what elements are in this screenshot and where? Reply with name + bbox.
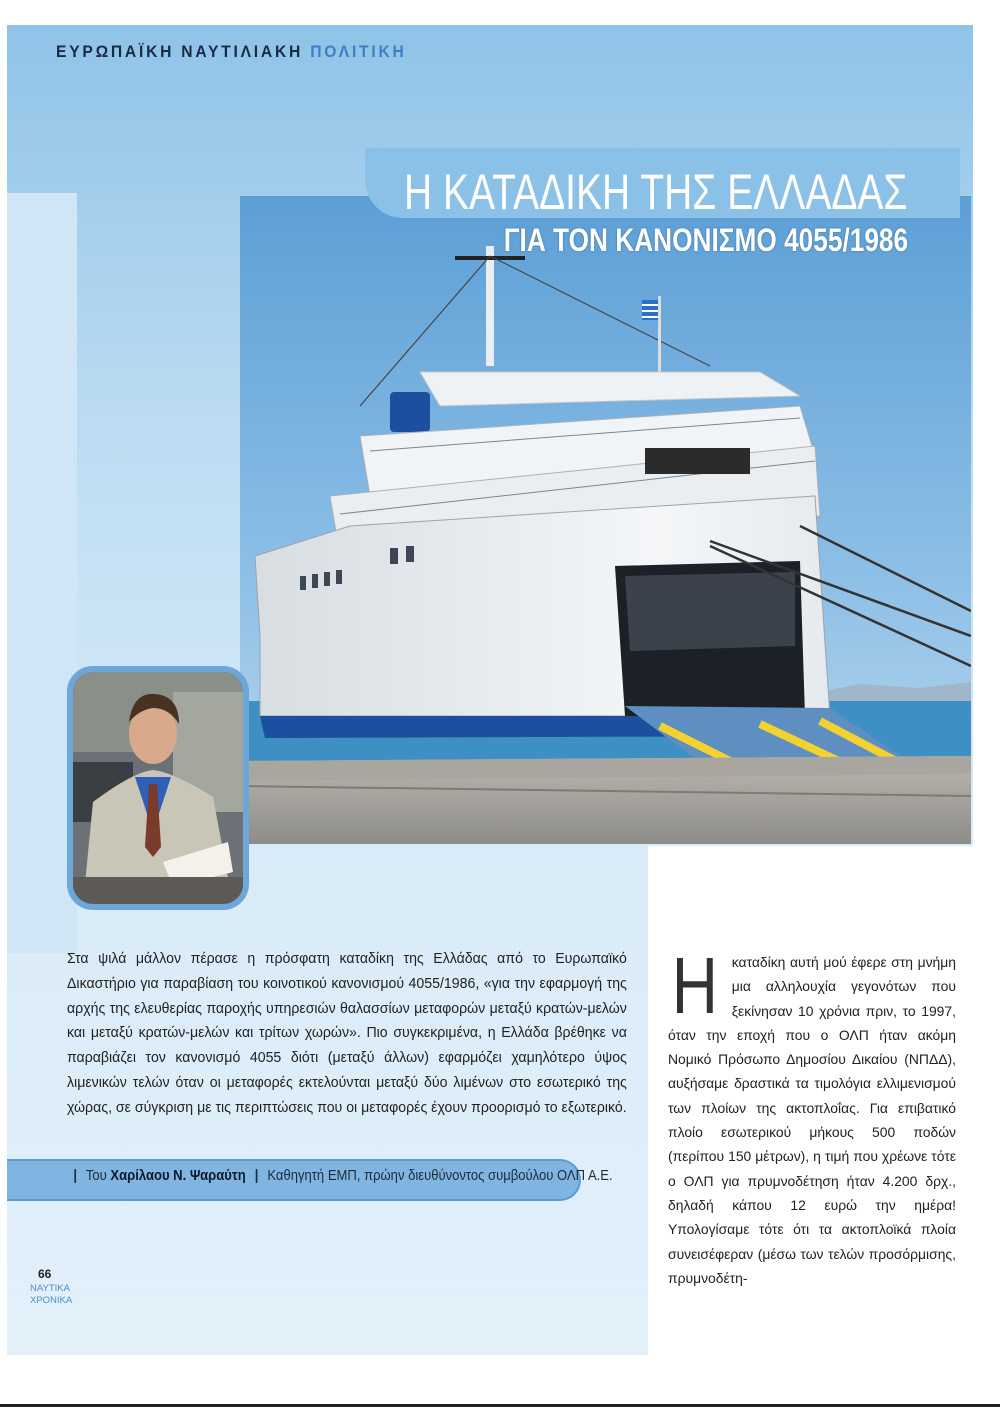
byline-role: Καθηγητή ΕΜΠ, πρώην διευθύνοντος συμβούλου ΟΛΠ Α.Ε. — [267, 1168, 613, 1184]
drop-cap: Η — [671, 941, 719, 1030]
byline-divider: | — [73, 1168, 78, 1184]
ferry-photo — [240, 196, 971, 844]
page-number: 66 — [38, 1267, 52, 1281]
magazine-name-line2: ΧΡΟΝΙΚΑ — [30, 1295, 73, 1306]
article-title: Η ΚΑΤΑΔΙΚΗ ΤΗΣ ΕΛΛΑΔΑΣ — [404, 164, 908, 220]
section-label — [56, 42, 407, 62]
byline-prefix: Του — [85, 1168, 107, 1184]
article-subtitle: ΓΙΑ ΤΟΝ ΚΑΝΟΝΙΣΜΟ 4055/1986 — [503, 222, 908, 258]
magazine-name — [30, 1283, 73, 1307]
article-body — [668, 941, 956, 1290]
author-portrait — [67, 666, 249, 910]
article-lead: Στα ψιλά μάλλον πέρασε η πρόσφατη καταδίκη της Ελλάδας από το Ευρωπαϊκό Δικαστήριο για παραβίαση του κοινοτικού κανονισμού 4055/1986, «για την εφαρμογή της αρχής της ελευθερίας παροχής υπηρεσιών θαλασσίων μεταφορών μεταξύ κρατών-μελών και μεταξύ κρατών-μελών και τρίτων χωρών». Πιο συγκεκριμένα, η Ελλάδα βρέθηκε να παραβιάζει τον κανονισμό 4055 διότι (μεταξύ άλλων) εφαρμόζει χαμηλότερο ύψος λιμενικών τελών όταν οι μεταφορές εκτελούνται μεταξύ δύο λιμένων στο εσωτερικό της χώρας, σε σύγκριση με τις περιπτώσεις που οι μεταφορές έχουν προορισμό το εξωτερικό. — [67, 950, 627, 1116]
section-label-main: ΕΥΡΩΠΑΪΚΗ ΝΑΥΤΙΛΙΑΚΗ — [56, 42, 304, 61]
byline-author: Χαρίλαου Ν. Ψαραύτη — [110, 1168, 246, 1184]
section-label-accent: ΠΟΛΙΤΙΚΗ — [310, 42, 407, 61]
magazine-name-line1: ΝΑΥΤΙΚΑ — [30, 1283, 70, 1294]
article-body-text: καταδίκη αυτή μού έφερε στη μνήμη μια αλληλουχία γεγονότων που ξεκίνησαν 10 χρόνια πριν, το 1997, όταν την εποχή που ο ΟΛΠ ήταν ακόμη Νομικό Πρόσωπο Δημοσίου Δικαίου (ΝΠΔΔ), αυξήσαμε δραστικά τα τιμολόγια ελλιμενισμού των πλοίων της ακτοπλοΐας. Για επιβατικό πλοίο εσωτερικού μήκους 500 ποδών (περίπου 150 μέτρων), η τιμή που χρέωνε τότε ο ΟΛΠ για πρυμνοδέτηση ήταν 4.200 δρχ., δηλαδή κάπου 12 ευρώ την ημέρα! Υπολογίσαμε τότε ότι τα ακτοπλοϊκά πλοία συνεισέφεραν (μέσω των τελών προσόρμισης, πρυμνοδέτη- — [668, 954, 956, 1286]
byline-divider: | — [254, 1168, 259, 1184]
byline — [68, 1168, 613, 1184]
bottom-rule — [0, 1404, 1000, 1407]
